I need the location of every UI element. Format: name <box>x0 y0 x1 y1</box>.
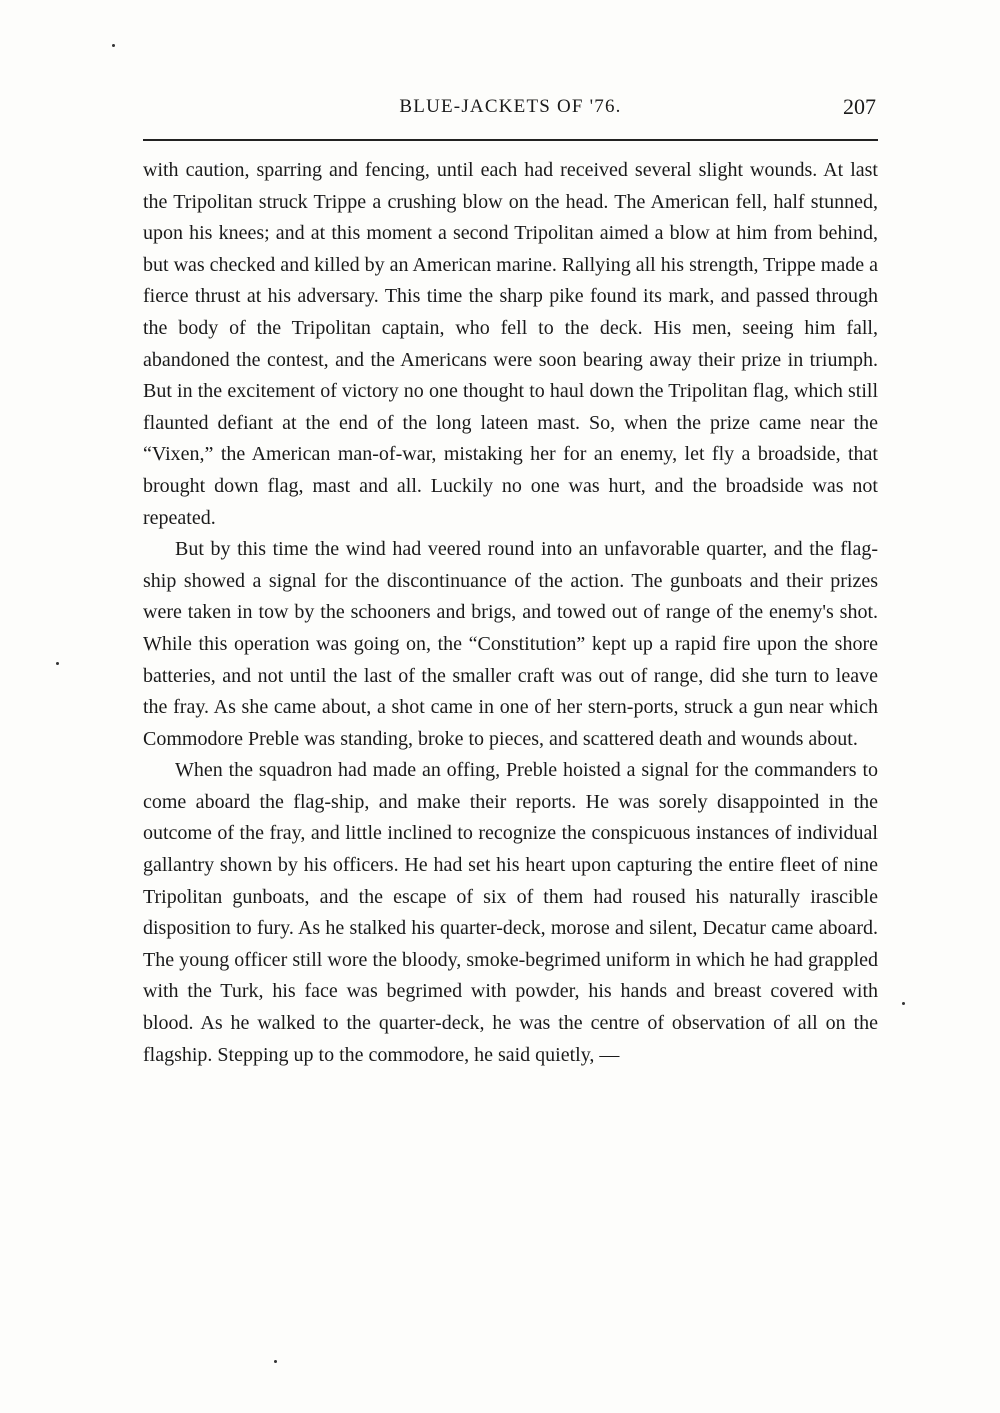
running-title: BLUE-JACKETS OF '76. <box>399 96 622 117</box>
header-rule <box>143 139 878 141</box>
running-head <box>143 96 878 126</box>
page-number: 207 <box>843 94 876 119</box>
scan-speck <box>112 44 115 47</box>
scan-speck <box>902 1002 905 1005</box>
paragraph: But by this time the wind had veered round into an unfavorable quarter, and the flag-ship showed a signal for the discontinuance of the action. The gunboats and their prizes were taken in tow by the schooners and brigs, and towed out of range of the enemy's shot. While this operation was going on, the “Constitution” kept up a rapid fire upon the shore batteries, and not until the last of the smaller craft was out of range, did she turn to leave the fray. As she came about, a shot came in one of her stern-ports, struck a gun near which Commodore Preble was standing, broke to pieces, and scattered death and wounds about. <box>143 538 878 750</box>
paragraph-continued: with caution, sparring and fencing, until each had received several slight wounds. At last the Tripolitan struck Trippe a crushing blow on the head. The American fell, half stunned, upon his knees; and at this moment a second Tripolitan aimed a blow at him from behind, but was checked and killed by an American marine. Rallying all his strength, Trippe made a fierce thrust at his adversary. This time the sharp pike found its mark, and passed through the body of the Tripolitan captain, who fell to the deck. His men, seeing him fall, abandoned the contest, and the Americans were soon bearing away their prize in triumph. But in the excitement of victory no one thought to haul down the Tripolitan flag, which still flaunted defiant at the end of the long lateen mast. So, when the prize came near the “Vixen,” the American man-of-war, mistaking her for an enemy, let fly a broadside, that brought down flag, mast and all. Luckily no one was hurt, and the broadside was not repeated. <box>143 159 878 529</box>
scan-speck <box>274 1360 277 1363</box>
body-text <box>143 155 878 1071</box>
paragraph: When the squadron had made an offing, Preble hoisted a signal for the commanders to come aboard the flag-ship, and make their reports. He was sorely disappointed in the outcome of the fray, and little inclined to recognize the conspicuous instances of individual gallantry shown by his officers. He had set his heart upon capturing the entire fleet of nine Tripolitan gunboats, and the escape of six of them had roused his naturally irascible disposition to fury. As he stalked his quarter-deck, morose and silent, Decatur came aboard. The young officer still wore the bloody, smoke-begrimed uniform in which he had grappled with the Turk, his face was begrimed with powder, his hands and breast covered with blood. As he walked to the quarter-deck, he was the centre of observation of all on the flagship. Stepping up to the commodore, he said quietly, — <box>143 759 878 1066</box>
scan-speck <box>56 662 59 665</box>
